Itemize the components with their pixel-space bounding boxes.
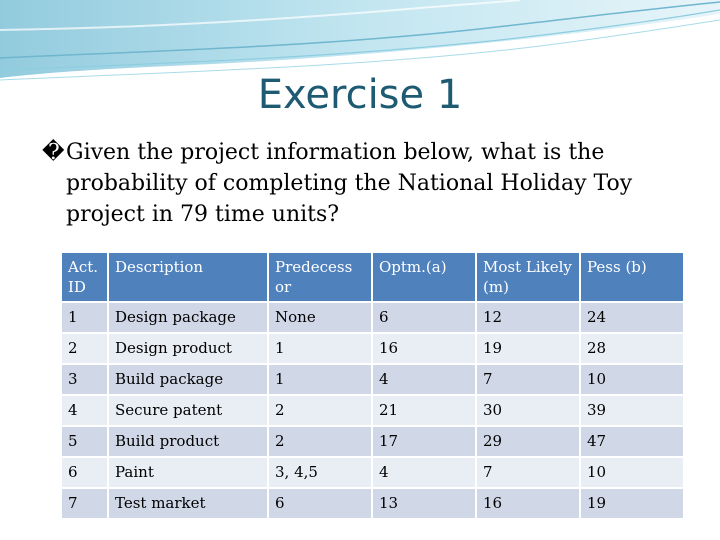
table-cell: 4 (62, 396, 107, 425)
table-cell: Secure patent (109, 396, 267, 425)
table-cell: 28 (581, 334, 683, 363)
table-cell: 7 (477, 458, 579, 487)
header-cell: Predecess or (269, 253, 371, 301)
table-cell: 7 (477, 365, 579, 394)
table-row (62, 396, 683, 425)
table-cell: 30 (477, 396, 579, 425)
table-cell: 29 (477, 427, 579, 456)
question-text (42, 137, 692, 230)
activity-table (60, 251, 685, 520)
table-cell: 4 (373, 458, 475, 487)
table-cell: 12 (477, 303, 579, 332)
header-cell: Pess (b) (581, 253, 683, 301)
table-cell: 19 (477, 334, 579, 363)
table-cell: 24 (581, 303, 683, 332)
table-row (62, 365, 683, 394)
table-cell: 13 (373, 489, 475, 518)
table-cell: 10 (581, 458, 683, 487)
table-cell: Design package (109, 303, 267, 332)
table-cell: 1 (269, 365, 371, 394)
table-cell: Test market (109, 489, 267, 518)
header-cell: Optm.(a) (373, 253, 475, 301)
table-cell: Paint (109, 458, 267, 487)
table-cell: 3, 4,5 (269, 458, 371, 487)
table-cell: 3 (62, 365, 107, 394)
table-cell: 39 (581, 396, 683, 425)
table-cell: 2 (269, 396, 371, 425)
table-cell: 1 (62, 303, 107, 332)
table-cell: 5 (62, 427, 107, 456)
table-row (62, 303, 683, 332)
bullet-icon: � (42, 140, 65, 165)
table-cell: 7 (62, 489, 107, 518)
table-cell: Design product (109, 334, 267, 363)
table-cell: 16 (477, 489, 579, 518)
table-cell: Build product (109, 427, 267, 456)
table-cell: Build package (109, 365, 267, 394)
question-line: Given the project information below, what is the (66, 140, 605, 165)
table-cell: 21 (373, 396, 475, 425)
table-row (62, 489, 683, 518)
table-cell: 6 (373, 303, 475, 332)
table-row (62, 427, 683, 456)
question-line: project in 79 time units? (66, 202, 340, 227)
table-cell: 6 (269, 489, 371, 518)
table-cell: 2 (62, 334, 107, 363)
table-cell: 10 (581, 365, 683, 394)
table-row (62, 458, 683, 487)
question-line: probability of completing the National Holiday Toy (66, 171, 633, 196)
table-cell: None (269, 303, 371, 332)
header-cell: Most Likely (m) (477, 253, 579, 301)
table-cell: 17 (373, 427, 475, 456)
table-cell: 1 (269, 334, 371, 363)
table-cell: 2 (269, 427, 371, 456)
table-cell: 16 (373, 334, 475, 363)
slide-title: Exercise 1 (257, 72, 463, 118)
table-cell: 19 (581, 489, 683, 518)
table-cell: 4 (373, 365, 475, 394)
header-cell: Act. ID (62, 253, 107, 301)
table-cell: 6 (62, 458, 107, 487)
table-cell: 47 (581, 427, 683, 456)
table-row (62, 334, 683, 363)
header-cell: Description (109, 253, 267, 301)
table-header-row (62, 253, 683, 301)
